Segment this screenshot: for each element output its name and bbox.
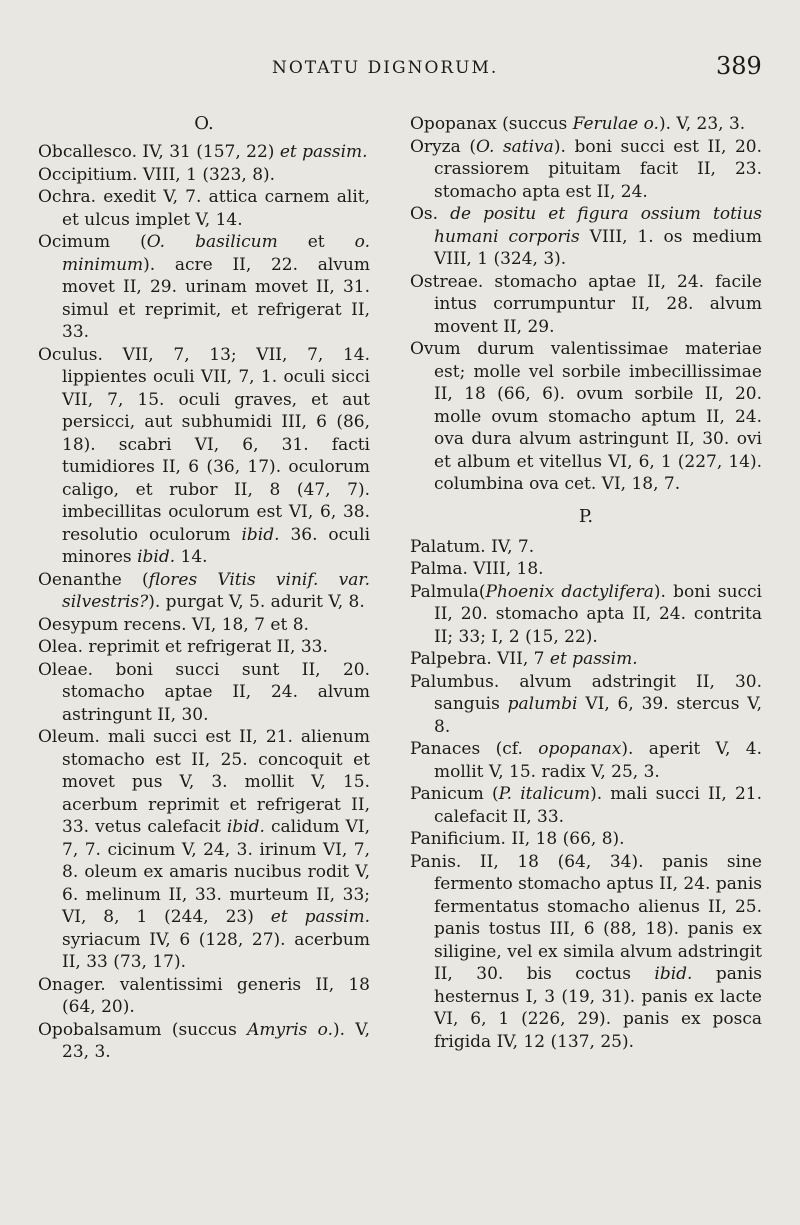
entry-text: ). mali succi II, 21. calefacit II, 33.: [434, 784, 762, 827]
letter-heading-o: O.: [194, 113, 214, 134]
entry-text: (: [478, 581, 486, 602]
entry-lemma: Oenanthe: [38, 569, 122, 590]
entry-lemma: Ovum: [410, 339, 461, 359]
entry-lemma: Panaces: [410, 739, 481, 759]
index-entry: [410, 271, 762, 339]
index-entry: [38, 659, 370, 727]
entry-italic: et passim.: [279, 142, 368, 162]
entry-lemma: Ocimum: [38, 232, 111, 252]
entry-lemma: Opobalsamum: [38, 1019, 162, 1040]
entry-lemma: Occipitium.: [38, 164, 138, 185]
entry-lemma: Onager.: [38, 974, 106, 995]
entry-text: (: [121, 569, 149, 590]
entry-text: ). boni succi II, 20. stomacho apta II, 24. contrita II; 33; I, 2 (15, 22).: [434, 581, 762, 647]
entry-lemma: Obcallesco.: [38, 142, 137, 162]
entry-text: et: [277, 232, 355, 252]
entry-lemma: Oleum.: [38, 727, 100, 747]
entry-italic: Amyris o.: [247, 1019, 333, 1040]
entry-text: (succus: [161, 1019, 248, 1040]
index-entry: [410, 536, 762, 559]
entry-italic: Ferulae o.: [572, 114, 659, 134]
entry-text: alvum adstringit II, 30. sanguis: [434, 671, 762, 714]
index-entry: [410, 648, 762, 671]
entry-text: II, 18 (66, 8).: [505, 829, 625, 849]
entry-lemma: Panificium.: [410, 829, 506, 849]
index-entry: [410, 558, 762, 581]
entry-text: 14.: [175, 547, 208, 567]
entry-lemma: Opopanax: [410, 114, 497, 134]
letter-heading-p: P.: [578, 505, 594, 527]
entry-lemma: Oculus.: [38, 344, 103, 365]
entry-lemma: Palpebra.: [410, 649, 492, 669]
entry-lemma: Palatum.: [410, 536, 486, 557]
entry-lemma: Palumbus.: [410, 671, 500, 692]
right-entry-list-after: [410, 536, 762, 1054]
index-entry: [410, 338, 762, 496]
entry-italic: ibid.: [137, 547, 176, 567]
entry-lemma: Olea.: [38, 637, 83, 657]
entry-lemma: Oryza: [410, 136, 461, 157]
entry-text: IV, 31 (157, 22): [137, 142, 280, 162]
entry-lemma: Oleae.: [38, 659, 94, 680]
entry-text: panis hesternus I, 3 (19, 31). panis ex lacte VI, 6, 1 (226, 29). panis ex posca frigida IV, 12 (137, 25).: [434, 964, 763, 1052]
entry-text: VIII, 18.: [467, 559, 544, 579]
entry-text: valentissimi generis II, 18 (64, 20).: [62, 974, 370, 1017]
entry-italic: de positu et figura ossium totius humani corporis: [434, 204, 763, 247]
index-entry: [38, 726, 370, 974]
left-column: [38, 113, 370, 1064]
entry-text: (succus: [496, 114, 573, 134]
entry-lemma: Palma.: [410, 559, 468, 579]
entry-text: VII, 7, 13; VII, 7, 14. lippientes oculi VII, 7, 1. oculi sicci VII, 7, 15. oculi graves, et aut persicci, aut subhumidi III, 6 (86, 18). scabri VI, 6, 31. facti tumidiores II, 6 (36, 17). oculorum caligo, et rubor II, 8 (47, 7). imbecillitas oculorum est VI, 6, 38. resolutio oculorum: [62, 344, 370, 545]
entry-text: ). purgat V, 5. adurit V, 8.: [148, 592, 365, 612]
entry-text: ). acre II, 22. alvum movet II, 29. urinam movet II, 31. simul et reprimit, et refrigerat II, 33.: [62, 254, 370, 342]
entry-text: (: [110, 232, 147, 252]
entry-text: VIII, 1 (323, 8).: [137, 164, 276, 185]
index-entry: [38, 974, 370, 1019]
entry-text: mali succi est II, 21. alienum stomacho est II, 25. concoquit et movet pus V, 3. mollit V, 15. acerbum reprimit et refrigerat II, 33. vetus calefacit: [62, 727, 370, 837]
entry-lemma: Oesypum recens.: [38, 614, 187, 635]
index-entry: [38, 141, 370, 164]
entry-text: syriacum IV, 6 (128, 27). acerbum II, 33 (73, 17).: [62, 929, 370, 972]
index-entry: [38, 636, 370, 659]
entry-text: (: [483, 784, 499, 804]
index-entry: [410, 203, 762, 271]
index-entry: [410, 136, 762, 204]
index-entry: [410, 828, 762, 851]
entry-lemma: Os.: [410, 204, 439, 224]
entry-lemma: Ostreae.: [410, 271, 484, 292]
index-entry: [410, 113, 762, 136]
entry-text: durum valentissimae materiae est; molle vel sorbile imbecillissimae II, 18 (66, 6). ovum sorbile II, 20. molle ovum stomacho aptum II, 24. ova dura alvum astringunt II, 30. ovi et album et vitellus VI, 6, 1 (227, 14). columbina ova cet. VI, 18, 7.: [434, 339, 762, 494]
index-entry: [410, 783, 762, 828]
entry-italic: palumbi: [507, 694, 578, 714]
index-entry: [38, 614, 370, 637]
entry-text: VI, 6, 39. stercus V, 8.: [434, 694, 762, 737]
entry-text: ). V, 23, 3.: [658, 114, 746, 134]
entry-text: VIII, 1. os medium VIII, 1 (324, 3).: [434, 226, 762, 269]
index-entry: [38, 344, 370, 569]
entry-italic: et passim.: [270, 907, 370, 927]
entry-lemma: Ochra.: [38, 187, 97, 207]
index-entry: [38, 231, 370, 344]
entry-italic: flores Vitis vinif. var. silvestris?: [62, 569, 370, 612]
entry-italic: et passim.: [549, 649, 638, 669]
entry-italic: O. sativa: [476, 136, 554, 157]
entry-text: [438, 204, 450, 224]
entry-italic: ibid.: [226, 817, 265, 837]
index-entry: [410, 671, 762, 739]
entry-text: (cf.: [480, 739, 539, 759]
entry-text: VI, 18, 7 et 8.: [186, 614, 309, 635]
entry-text: exedit V, 7. attica carnem alit, et ulcus implet V, 14.: [62, 187, 370, 230]
entry-lemma: Panis.: [410, 851, 462, 872]
right-column: [410, 113, 762, 1053]
entry-text: stomacho aptae II, 24. facile intus corrumpuntur II, 28. alvum movent II, 29.: [434, 271, 762, 337]
entry-text: boni succi sunt II, 20. stomacho aptae II, 24. alvum astringunt II, 30.: [62, 659, 370, 725]
entry-text: IV, 7.: [485, 536, 535, 557]
entry-italic: O. basilicum: [146, 232, 278, 252]
left-entry-list: [38, 141, 370, 1064]
index-entry: [38, 1019, 370, 1064]
entry-text: calidum VI, 7, 7. cicinum V, 24, 3. irinum VI, 7, 8. oleum ex amaris nucibus rodit V, 6. melinum II, 33. murteum II, 33; VI, 8, 1 (244, 23): [62, 817, 370, 927]
entry-italic: ibid.: [241, 524, 280, 545]
entry-text: ). aperit V, 4. mollit V, 15. radix V, 25, 3.: [434, 739, 762, 782]
entry-italic: o. minimum: [62, 232, 370, 275]
index-entry: [410, 738, 762, 783]
entry-text: 36. oculi minores: [62, 524, 371, 567]
entry-italic: ibid.: [654, 964, 693, 984]
entry-italic: Phoenix dactylifera: [485, 581, 654, 602]
running-head: NOTATU DIGNORUM.: [272, 58, 499, 78]
index-entry: [410, 851, 762, 1054]
entry-text: ). V, 23, 3.: [62, 1019, 370, 1062]
entry-italic: P. italicum: [498, 784, 591, 804]
entry-lemma: Panicum: [410, 784, 484, 804]
entry-text: II, 18 (64, 34). panis sine fermento stomacho aptus II, 24. panis fermentatus stomacho alienus II, 25. panis tostus III, 6 (88, 18). panis ex siligine, vel ex simila alvum adstringit II, 30. bis coctus: [434, 851, 762, 984]
entry-text: VII, 7: [491, 649, 550, 669]
entry-lemma: Palmula: [410, 581, 479, 602]
entry-italic: opopanax: [538, 739, 622, 759]
index-entry: [38, 186, 370, 231]
index-entry: [38, 164, 370, 187]
entry-text: reprimit et refrigerat II, 33.: [82, 637, 328, 657]
entry-text: ). boni succi est II, 20. crassiorem pituitam facit II, 23. stomacho apta est II, 24.: [434, 136, 762, 202]
index-entry: [410, 581, 762, 649]
entry-text: (: [460, 136, 476, 157]
page-number: 389: [716, 52, 762, 80]
index-entry: [38, 569, 370, 614]
right-entry-list-before: [410, 113, 762, 496]
